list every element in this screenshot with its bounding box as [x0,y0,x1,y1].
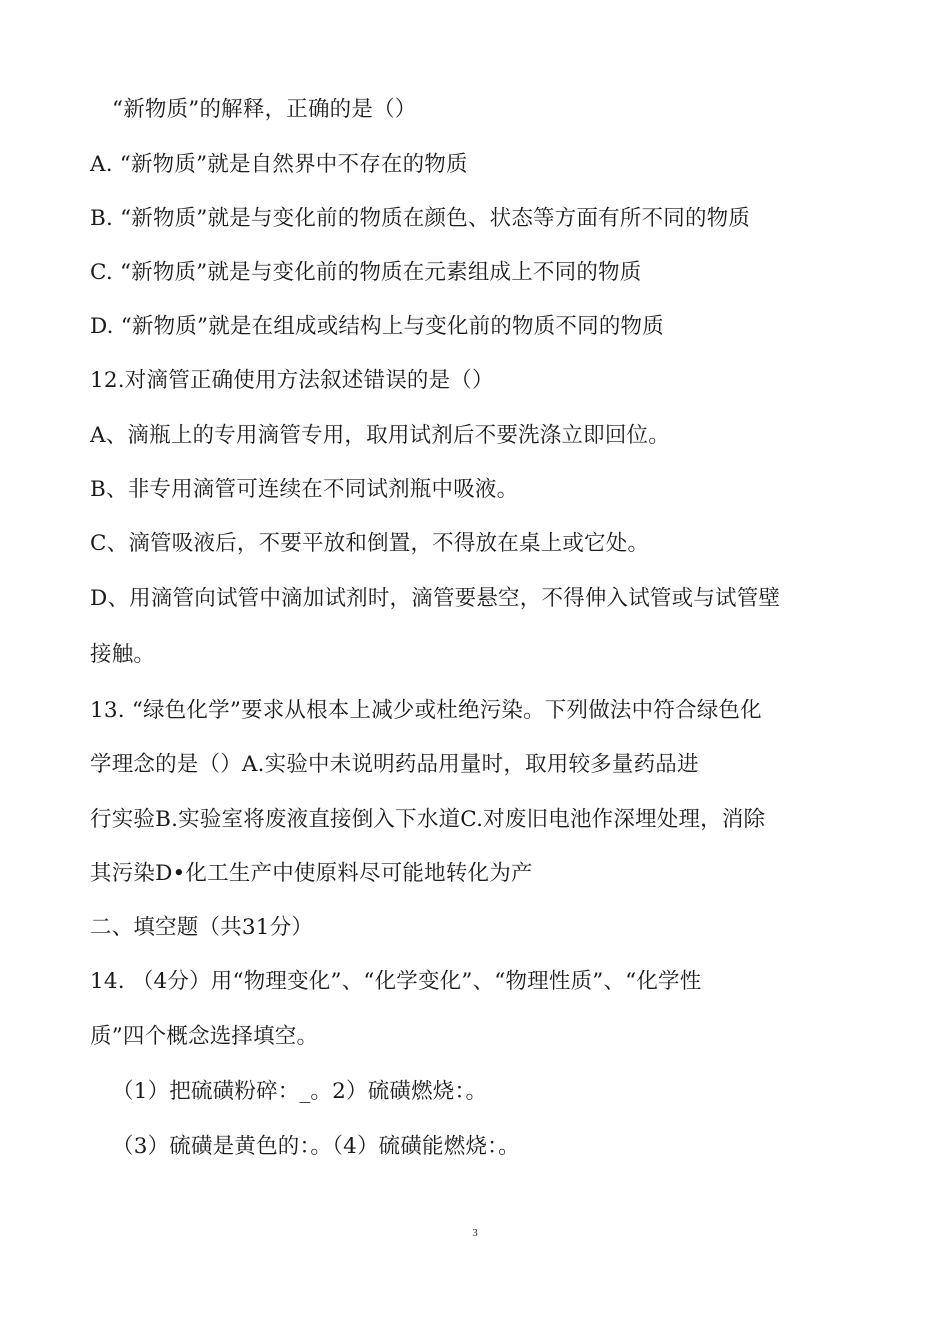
question-11-option-c: C. “新物质”就是与变化前的物质在元素组成上不同的物质 [90,260,642,285]
question-11-stem: “新物质”的解释，正确的是（） [112,97,417,122]
question-13-stem: 13. “绿色化学”要求从根本上减少或杜绝污染。下列做法中符合绿色化 [90,698,762,723]
question-13-line-2: 学理念的是（）A.实验中未说明药品用量时，取用较多量药品进 [90,752,699,777]
question-12-option-d-cont: 接触。 [90,642,156,667]
question-13-line-3: 行实验B.实验室将废液直接倒入下水道C.对废旧电池作深埋处理，消除 [90,807,766,832]
question-12-option-d: D、用滴管向试管中滴加试剂时，滴管要悬空，不得伸入试管或与试管壁 [90,586,781,611]
page-number: 3 [472,1227,478,1239]
section-heading-fill-in: 二、填空题（共31分） [90,915,314,940]
question-14-items-3-4: （3）硫磺是黄色的：。（4）硫磺能燃烧：。 [112,1134,520,1159]
question-11-option-d: D. “新物质”就是在组成或结构上与变化前的物质不同的物质 [90,314,664,339]
question-12-option-b: B、非专用滴管可连续在不同试剂瓶中吸液。 [90,477,519,502]
question-11-option-b: B. “新物质”就是与变化前的物质在颜色、状态等方面有所不同的物质 [90,206,751,231]
question-12-stem: 12.对滴管正确使用方法叙述错误的是（） [90,368,494,393]
question-11-option-a: A. “新物质”就是自然界中不存在的物质 [90,152,468,177]
question-14-stem: 14. （4分）用“物理变化”、“化学变化”、“物理性质”、“化学性 [90,969,702,994]
question-14-stem-cont: 质”四个概念选择填空。 [90,1024,319,1049]
question-14-items-1-2: （1）把硫磺粉碎：_。2）硫磺燃烧：。 [112,1079,488,1104]
question-12-option-c: C、滴管吸液后，不要平放和倒置，不得放在桌上或它处。 [90,531,650,556]
question-13-line-4: 其污染D•化工生产中使原料尽可能地转化为产 [90,861,533,886]
question-12-option-a: A、滴瓶上的专用滴管专用，取用试剂后不要洗涤立即回位。 [90,423,670,448]
